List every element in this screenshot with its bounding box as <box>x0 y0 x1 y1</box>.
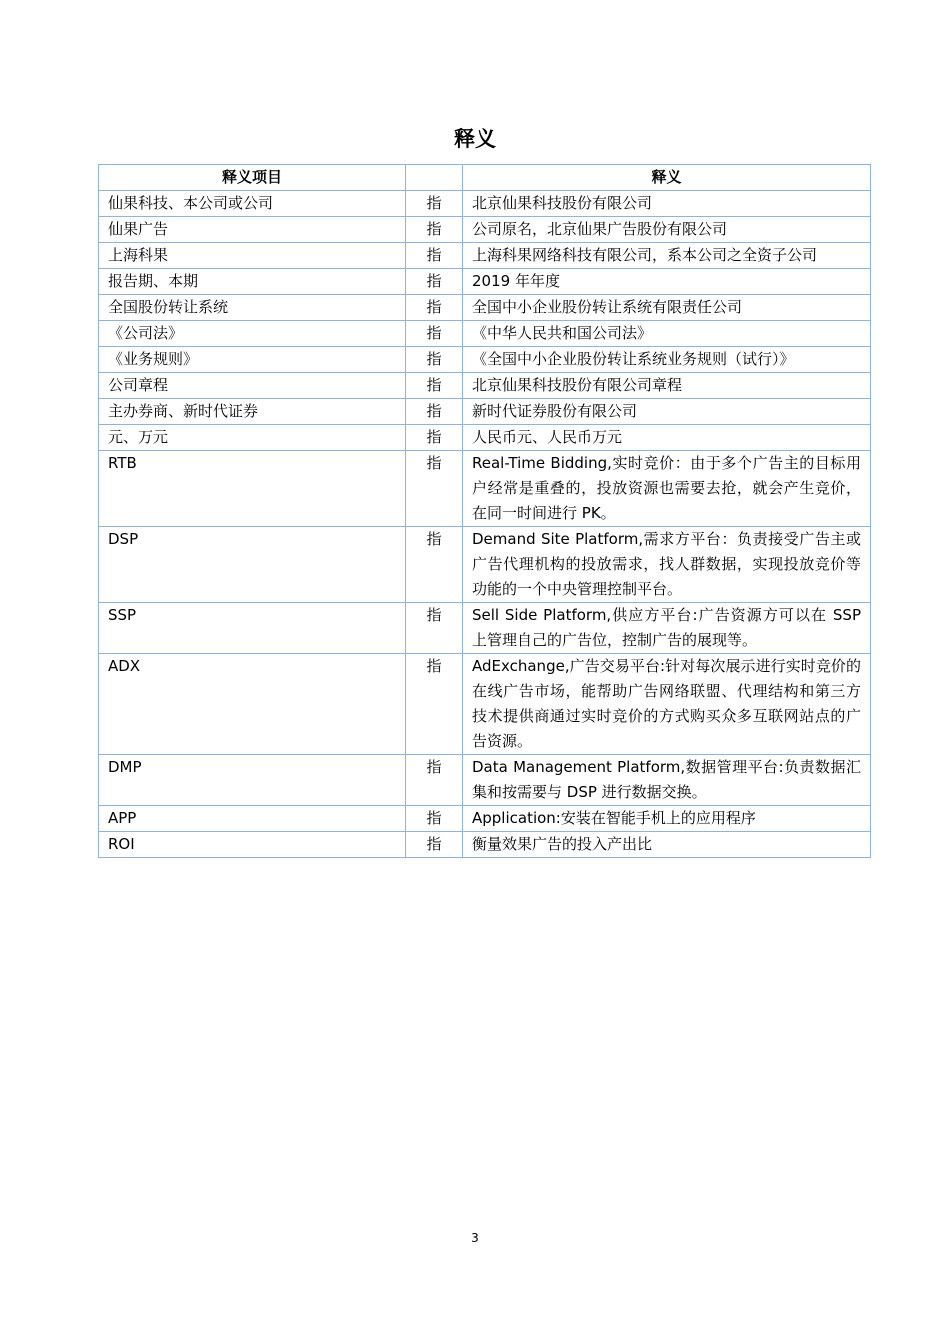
refers-to-cell: 指 <box>406 269 463 295</box>
refers-to-cell: 指 <box>406 321 463 347</box>
definition-cell: Demand Site Platform,需求方平台：负责接受广告主或广告代理机构的投放需求，找人群数据，实现投放竞价等功能的一个中央管理控制平台。 <box>463 527 871 603</box>
term-cell: 上海科果 <box>99 243 406 269</box>
table-row <box>99 191 871 217</box>
table-row <box>99 755 871 806</box>
definition-cell: 北京仙果科技股份有限公司 <box>463 191 871 217</box>
header-term: 释义项目 <box>99 165 406 191</box>
refers-to-cell: 指 <box>406 243 463 269</box>
definition-cell: 新时代证券股份有限公司 <box>463 399 871 425</box>
definition-cell: 2019 年年度 <box>463 269 871 295</box>
term-cell: 报告期、本期 <box>99 269 406 295</box>
definition-cell: 人民币元、人民币万元 <box>463 425 871 451</box>
table-row <box>99 217 871 243</box>
term-cell: APP <box>99 806 406 832</box>
term-cell: RTB <box>99 451 406 527</box>
term-cell: 全国股份转让系统 <box>99 295 406 321</box>
page-number: 3 <box>471 1231 479 1245</box>
refers-to-cell: 指 <box>406 806 463 832</box>
glossary-table <box>98 164 871 858</box>
header-definition: 释义 <box>463 165 871 191</box>
refers-to-cell: 指 <box>406 527 463 603</box>
table-row <box>99 295 871 321</box>
header-mid <box>406 165 463 191</box>
definition-cell: 《全国中小企业股份转让系统业务规则（试行）》 <box>463 347 871 373</box>
definition-cell: 北京仙果科技股份有限公司章程 <box>463 373 871 399</box>
table-row <box>99 321 871 347</box>
refers-to-cell: 指 <box>406 425 463 451</box>
table-row <box>99 425 871 451</box>
refers-to-cell: 指 <box>406 191 463 217</box>
term-cell: ROI <box>99 832 406 858</box>
table-row <box>99 373 871 399</box>
table-row <box>99 806 871 832</box>
definition-cell: 全国中小企业股份转让系统有限责任公司 <box>463 295 871 321</box>
definition-cell: Real-Time Bidding,实时竞价：由于多个广告主的目标用户经常是重叠的，投放资源也需要去抢，就会产生竞价，在同一时间进行 PK。 <box>463 451 871 527</box>
table-row <box>99 399 871 425</box>
refers-to-cell: 指 <box>406 373 463 399</box>
refers-to-cell: 指 <box>406 399 463 425</box>
refers-to-cell: 指 <box>406 295 463 321</box>
table-header-row <box>99 165 871 191</box>
term-cell: 元、万元 <box>99 425 406 451</box>
term-cell: SSP <box>99 603 406 654</box>
refers-to-cell: 指 <box>406 451 463 527</box>
table-row <box>99 654 871 755</box>
table-row <box>99 832 871 858</box>
definition-cell: 《中华人民共和国公司法》 <box>463 321 871 347</box>
term-cell: 公司章程 <box>99 373 406 399</box>
table-row <box>99 527 871 603</box>
definition-cell: 公司原名，北京仙果广告股份有限公司 <box>463 217 871 243</box>
term-cell: 主办券商、新时代证券 <box>99 399 406 425</box>
definition-cell: Application:安装在智能手机上的应用程序 <box>463 806 871 832</box>
table-row <box>99 603 871 654</box>
table-row <box>99 243 871 269</box>
table-row <box>99 451 871 527</box>
definition-cell: 上海科果网络科技有限公司，系本公司之全资子公司 <box>463 243 871 269</box>
refers-to-cell: 指 <box>406 217 463 243</box>
term-cell: ADX <box>99 654 406 755</box>
term-cell: DSP <box>99 527 406 603</box>
definition-cell: Data Management Platform,数据管理平台:负责数据汇集和按需要与 DSP 进行数据交换。 <box>463 755 871 806</box>
table-row <box>99 269 871 295</box>
page-title: 释义 <box>454 127 496 151</box>
definition-cell: Sell Side Platform,供应方平台:广告资源方可以在 SSP 上管理自己的广告位，控制广告的展现等。 <box>463 603 871 654</box>
refers-to-cell: 指 <box>406 654 463 755</box>
term-cell: 仙果广告 <box>99 217 406 243</box>
refers-to-cell: 指 <box>406 603 463 654</box>
table-row <box>99 347 871 373</box>
term-cell: 《公司法》 <box>99 321 406 347</box>
refers-to-cell: 指 <box>406 347 463 373</box>
definition-cell: AdExchange,广告交易平台:针对每次展示进行实时竞价的在线广告市场，能帮助广告网络联盟、代理结构和第三方技术提供商通过实时竞价的方式购买众多互联网站点的广告资源。 <box>463 654 871 755</box>
definition-cell: 衡量效果广告的投入产出比 <box>463 832 871 858</box>
refers-to-cell: 指 <box>406 755 463 806</box>
term-cell: 仙果科技、本公司或公司 <box>99 191 406 217</box>
term-cell: 《业务规则》 <box>99 347 406 373</box>
refers-to-cell: 指 <box>406 832 463 858</box>
term-cell: DMP <box>99 755 406 806</box>
